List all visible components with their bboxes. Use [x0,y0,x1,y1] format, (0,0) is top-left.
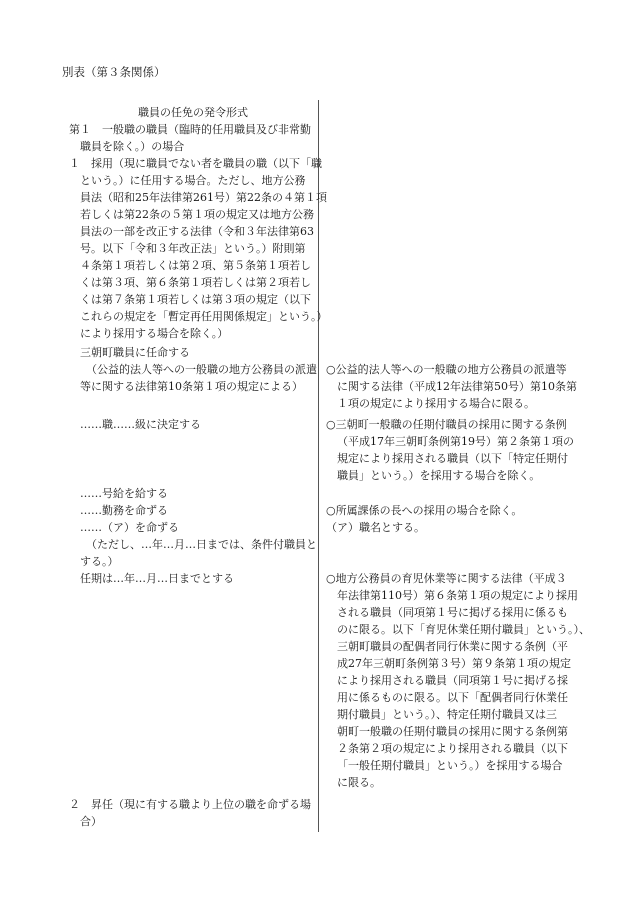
note5-line-10: 朝町一般職の任期付職員の採用に関する条例第 [337,725,568,738]
note5-line-3: される職員（同項第１号に掲げる採用に係るも [337,606,568,619]
note2-line-2: （平成17年三朝町条例第19号）第２条第１項の [337,435,574,448]
note5-line-4: のに限る。以下「育児休業任期付職員」という。）、 [337,623,590,636]
dispatch-line-1: （公益的法人等への一般職の地方公務員の派遣 [86,363,317,376]
conditional-line-2: する。） [80,555,119,568]
note5-line-5: 三朝町職員の配偶者同行休業に関する条例（平 [337,640,568,653]
grade-text: ……職……級に決定する [80,418,201,431]
note2-line-3: 規定により採用される職員（以下「特定任期付 [337,452,568,465]
note2-line-4: 職員」という。）を採用する場合を除く。 [337,469,541,482]
page-heading: 別表（第３条関係） [62,65,166,79]
item2-line-1: ２ 昇任（現に有する職より上位の職を命ずる場 [69,798,311,811]
position-text: ……（ア）を命ずる [80,521,179,534]
note2-line-1: ○三朝町一般職の任期付職員の採用に関する条例 [326,418,567,431]
item1-line-1: １ 採用（現に職員でない者を職員の職（以下「職 [69,157,322,170]
note5-line-7: により採用される職員（同項第１号に掲げる採 [337,674,568,687]
note3-text: ○所属課係の長への採用の場合を除く。 [326,504,523,517]
item1-line-4: 若しくは第22条の５第１項の規定又は地方公務 [80,208,314,221]
item1-line-11: により採用する場合を除く。） [80,327,229,340]
note5-line-11: ２条第２項の規定により採用される職員（以下 [337,742,568,755]
note5-line-12: 「一般任期付職員」という。）を採用する場合 [337,759,563,772]
note5-line-6: 成27年三朝町条例第３号）第９条第１項の規定 [337,657,571,670]
table-title: 職員の任免の発令形式 [138,106,248,119]
term-text: 任期は…年…月…日までとする [80,572,234,585]
note1-line-3: １項の規定により採用する場合に限る。 [337,397,535,410]
item1-line-9: くは第７条第１項若しくは第３項の規定（以下 [80,293,311,306]
column-divider [318,100,319,832]
conditional-line-1: （ただし、…年…月…日までは、条件付職員と [86,538,317,551]
item1-line-3: 員法（昭和25年法律第261号）第22条の４第１項 [80,191,327,204]
dispatch-line-2: 等に関する法律第10条第１項の規定による） [80,380,303,393]
item1-line-8: くは第３項、第６条第１項若しくは第２項若し [80,276,311,289]
note5-line-2: 年法律第110号）第６条第１項の規定により採用 [337,589,578,602]
section1-line-1: 第１ 一般職の職員（臨時的任用職員及び非常勤 [69,123,311,136]
item1-line-10: これらの規定を「暫定再任用関係規定」という。） [80,310,328,323]
item1-line-6: 号。以下「令和３年改正法」という。）附則第 [80,242,306,255]
note5-line-8: 用に係るものに限る。以下「配偶者同行休業任 [337,691,568,704]
note4-text: （ア）職名とする。 [326,521,425,534]
item1-line-2: という。）に任用する場合。ただし、地方公務 [80,174,306,187]
item2-line-2: 合） [80,815,102,828]
note5-line-9: 期付職員」という。）、特定任期付職員又は三 [337,708,557,721]
note5-line-13: に限る。 [337,776,381,789]
note1-line-1: ○公益的法人等への一般職の地方公務員の派遣等 [326,363,567,376]
note1-line-2: に関する法律（平成12年法律第50号）第10条第 [337,380,577,393]
duty-text: ……勤務を命ずる [80,504,168,517]
salary-text: ……号給を給する [80,487,168,500]
section1-line-2: 職員を除く。）の場合 [80,140,185,153]
appoint-text: 三朝町職員に任命する [80,346,190,359]
item1-line-5: 員法の一部を改正する法律（令和３年法律第63 [80,225,314,238]
item1-line-7: ４条第１項若しくは第２項、第５条第１項若し [80,259,311,272]
note5-line-1: ○地方公務員の育児休業等に関する法律（平成３ [326,572,567,585]
